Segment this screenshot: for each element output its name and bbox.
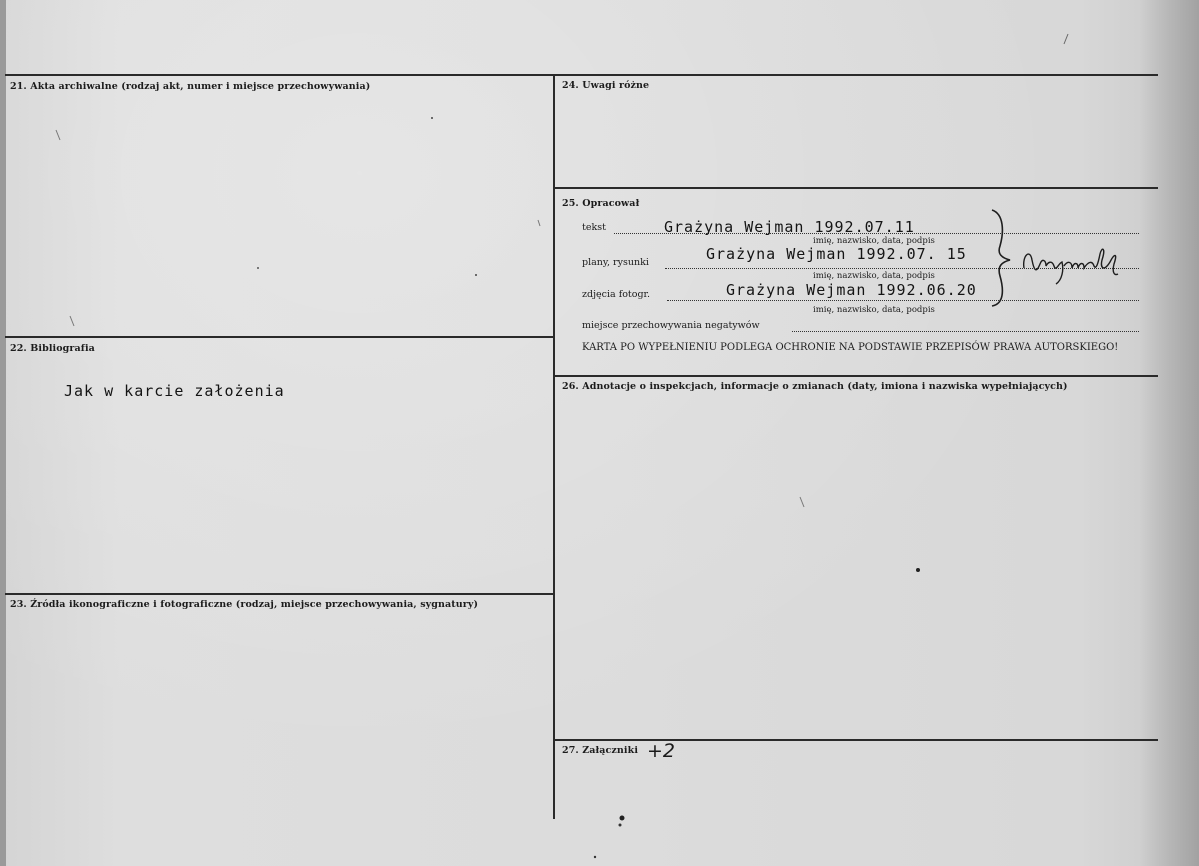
negatives-location-label: miejsce przechowywania negatywów: [582, 320, 760, 331]
author-text-hint: imię, nazwisko, data, podpis: [813, 236, 935, 246]
author-photos-hint: imię, nazwisko, data, podpis: [813, 305, 935, 315]
section-22-label: 22. Bibliografia: [10, 343, 95, 354]
section-21-label: 21. Akta archiwalne (rodzaj akt, numer i miejsce przechowywania): [10, 81, 371, 92]
author-drawings-hint: imię, nazwisko, data, podpis: [813, 271, 935, 281]
section-24-label: 24. Uwagi różne: [562, 80, 650, 91]
author-text-label: tekst: [582, 222, 606, 233]
section-23-label: 23. Źródła ikonograficzne i fotograficzne (rodzaj, miejsce przechowywania, sygnatury): [10, 599, 479, 610]
author-photos-label: zdjęcia fotogr.: [582, 289, 651, 300]
section-26-label: 26. Adnotacje o inspekcjach, informacje o zmianach (daty, imiona i nazwiska wypełniających): [562, 381, 1068, 392]
section-25-label: 25. Opracował: [562, 198, 640, 209]
author-drawings-value: Grażyna Wejman 1992.07. 15: [706, 245, 967, 263]
section-27-label: 27. Załączniki: [562, 745, 639, 756]
author-drawings-label: plany, rysunki: [582, 257, 649, 268]
copyright-notice: KARTA PO WYPEŁNIENIU PODLEGA OCHRONIE NA PODSTAWIE PRZEPISÓW PRAWA AUTORSKIEGO!: [582, 342, 1119, 353]
author-photos-value: Grażyna Wejman 1992.06.20: [726, 281, 977, 299]
attachments-value: +2: [647, 740, 676, 762]
author-text-value: Grażyna Wejman 1992.07.11: [664, 218, 915, 236]
bibliography-value: Jak w karcie założenia: [64, 382, 285, 400]
